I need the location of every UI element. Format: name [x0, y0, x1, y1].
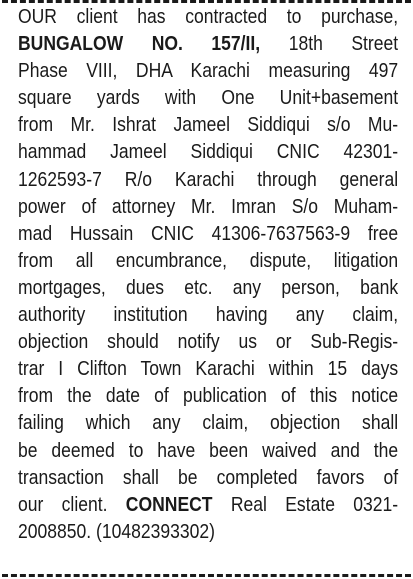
notice-line — [18, 383, 398, 410]
property-title: BUNGALOW NO. 157/II, — [18, 33, 261, 56]
notice-line — [18, 139, 398, 166]
notice-text: trar I Clifton Town Karachi within 15 days — [18, 358, 399, 381]
notice-line — [18, 112, 398, 139]
notice-line — [18, 410, 398, 437]
notice-text: OUR client has contracted to purchase, — [18, 6, 399, 28]
notice-line — [18, 275, 398, 302]
notice-line — [18, 31, 398, 58]
notice-line — [18, 58, 398, 85]
notice-line — [18, 85, 398, 112]
notice-text: Real Estate 0321- — [212, 493, 399, 516]
notice-text: our client. — [18, 493, 126, 516]
notice-text: authority institution having any claim, — [18, 304, 399, 327]
notice-text: from Mr. Ishrat Jameel Siddiqui s/o Mu- — [18, 114, 399, 137]
notice-line — [18, 221, 398, 248]
notice-line — [18, 302, 398, 329]
notice-text: mortgages, dues etc. any person, bank — [18, 276, 399, 299]
notice-text: from the date of publication of this notice — [18, 385, 399, 408]
notice-line — [18, 519, 398, 546]
notice-text: 18th Street — [260, 33, 399, 56]
notice-line — [18, 492, 398, 519]
notice-text: 1262593-7 R/o Karachi through general — [18, 168, 399, 191]
notice-text: from all encumbrance, dispute, litigation — [18, 249, 399, 272]
notice-line — [18, 248, 398, 275]
notice-line — [18, 194, 398, 221]
notice-text: power of attorney Mr. Imran S/o Muham- — [18, 195, 399, 218]
notice-line — [18, 438, 398, 465]
notice-line — [18, 329, 398, 356]
notice-line — [18, 465, 398, 492]
bottom-dashed-border — [2, 574, 411, 577]
notice-text: transaction shall be completed favors of — [18, 466, 399, 489]
notice-text: mad Hussain CNIC 41306-7637563-9 free — [18, 222, 399, 245]
notice-text: 2008850. (10482393302) — [18, 520, 215, 543]
notice-body — [18, 4, 398, 546]
notice-text: objection should notify us or Sub-Regis- — [18, 331, 399, 354]
company-name: CONNECT — [125, 493, 213, 516]
notice-text: hammad Jameel Siddiqui CNIC 42301- — [18, 141, 399, 164]
top-dashed-border — [2, 0, 411, 3]
notice-text: square yards with One Unit+basement — [18, 87, 399, 110]
notice-line — [18, 356, 398, 383]
notice-text: failing which any claim, objection shall — [18, 412, 399, 435]
notice-line — [18, 167, 398, 194]
notice-text: Phase VIII, DHA Karachi measuring 497 — [18, 60, 399, 83]
notice-text: be deemed to have been waived and the — [18, 439, 399, 462]
notice-line — [18, 4, 398, 31]
